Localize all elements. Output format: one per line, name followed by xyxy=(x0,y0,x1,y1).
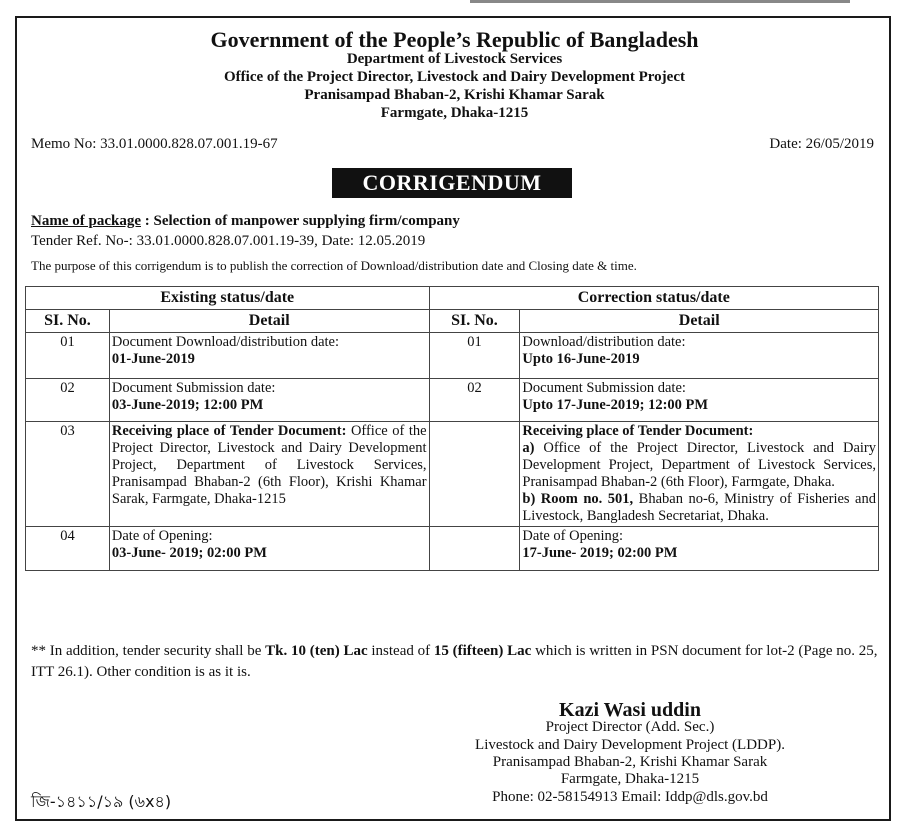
old-label: Document Download/distribution date: xyxy=(111,334,340,350)
old-value: 03-June-2019; 12:00 PM xyxy=(111,397,264,413)
detail-header: Detail xyxy=(109,310,429,333)
sl-no-header: SI. No. xyxy=(26,310,110,333)
sl-old: 03 xyxy=(26,422,110,527)
new-detail xyxy=(520,379,879,422)
new-label: Download/distribution date: xyxy=(522,334,686,350)
memo-number: Memo No: 33.01.0000.828.07.001.19-67 xyxy=(31,136,278,152)
old-value: Office of the Project Director, Livestock and Dairy Development Project, Department of Livestock Services, Pranisampad Bhaban-2 (6th Floor), Krishi Khamar Sarak, Farmgate, Dhaka-1215 xyxy=(111,423,427,507)
new-detail xyxy=(520,527,879,571)
package-label: Name of package xyxy=(31,213,141,229)
sl-new: 02 xyxy=(429,379,520,422)
old-value: 01-June-2019 xyxy=(111,351,195,367)
signatory-name: Kazi Wasi uddin xyxy=(559,699,701,721)
option-a-value: Office of the Project Director, Livestock and Dairy Development Project, Department of Livestock Services, Pranisampad Bhaban-2 (6th Floor), Farmgate, Dhaka. xyxy=(522,440,876,490)
address-line-1: Pranisampad Bhaban-2, Krishi Khamar Sarak xyxy=(304,87,605,103)
existing-status-header: Existing status/date xyxy=(26,287,430,310)
new-value: Upto 17-June-2019; 12:00 PM xyxy=(522,397,709,413)
signatory-contact: Phone: 02-58154913 Email: Iddp@dls.gov.bd xyxy=(492,789,768,805)
new-value: 17-June- 2019; 02:00 PM xyxy=(522,545,678,561)
new-option-a xyxy=(522,440,876,491)
package-value: : Selection of manpower supplying firm/company xyxy=(144,213,460,229)
memo-date: Date: 26/05/2019 xyxy=(769,136,874,152)
table-row xyxy=(26,527,879,571)
scan-edge-line xyxy=(470,0,850,3)
package-line xyxy=(31,213,460,230)
sl-old: 01 xyxy=(26,333,110,379)
new-detail xyxy=(520,422,879,527)
sl-new xyxy=(429,527,520,571)
new-detail xyxy=(520,333,879,379)
purpose-text: The purpose of this corrigendum is to publish the correction of Download/distribution date and Closing date & time. xyxy=(31,258,637,273)
office-name: Office of the Project Director, Livestock and Dairy Development Project xyxy=(224,69,685,85)
print-code: জি-১৪১১/১৯ (৬x৪) xyxy=(31,792,172,811)
old-detail xyxy=(109,527,429,571)
option-b-label: b) Room no. 501, xyxy=(522,491,634,507)
note-text-3: which is written in PSN document for lot-2 (Page no. 25, ITT 26.1). Other condition is as it is. xyxy=(31,643,878,680)
table-row xyxy=(26,422,879,527)
signatory-address-1: Pranisampad Bhaban-2, Krishi Khamar Sarak xyxy=(492,754,768,770)
table-column-header-row xyxy=(26,310,879,333)
note-text-1: ** In addition, tender security shall be xyxy=(31,643,266,659)
option-a-label: a) xyxy=(522,440,535,456)
corrigendum-title: CORRIGENDUM xyxy=(332,168,572,198)
new-label: Receiving place of Tender Document: xyxy=(522,423,754,439)
new-option-b xyxy=(522,491,876,525)
signatory-designation: Project Director (Add. Sec.) xyxy=(545,719,715,735)
old-label: Date of Opening: xyxy=(111,528,213,544)
option-b-value: Bhaban no-6, Ministry of Fisheries and Livestock, Bangladesh Secretariat, Dhaka. xyxy=(522,491,876,524)
detail-header: Detail xyxy=(520,310,879,333)
sl-old: 04 xyxy=(26,527,110,571)
table-row xyxy=(26,379,879,422)
new-value: Upto 16-June-2019 xyxy=(522,351,640,367)
signatory-address-2: Farmgate, Dhaka-1215 xyxy=(560,771,700,787)
sl-no-header: SI. No. xyxy=(429,310,520,333)
old-detail xyxy=(109,333,429,379)
department-name: Department of Livestock Services xyxy=(346,51,563,67)
address-line-2: Farmgate, Dhaka-1215 xyxy=(380,105,529,121)
table-group-header-row xyxy=(26,287,879,310)
signatory-project: Livestock and Dairy Development Project (LDDP). xyxy=(475,737,785,753)
old-detail xyxy=(109,379,429,422)
corrigendum-table xyxy=(25,286,879,571)
new-label: Date of Opening: xyxy=(522,528,624,544)
old-label: Receiving place of Tender Document: xyxy=(111,423,347,439)
old-value: 03-June- 2019; 02:00 PM xyxy=(111,545,267,561)
note-amount-old: 15 (fifteen) Lac xyxy=(433,643,532,659)
note-text-2: instead of xyxy=(367,643,434,659)
note-amount-new: Tk. 10 (ten) Lac xyxy=(265,643,368,659)
correction-status-header: Correction status/date xyxy=(429,287,878,310)
table-row xyxy=(26,333,879,379)
old-label: Document Submission date: xyxy=(111,380,276,396)
sl-old: 02 xyxy=(26,379,110,422)
sl-new: 01 xyxy=(429,333,520,379)
new-label: Document Submission date: xyxy=(522,380,686,396)
tender-ref: Tender Ref. No-: 33.01.0000.828.07.001.19-39, Date: 12.05.2019 xyxy=(31,233,426,249)
old-detail xyxy=(109,422,429,527)
additional-note xyxy=(31,641,879,683)
gov-title: Government of the People’s Republic of Bangladesh xyxy=(210,27,699,52)
sl-new xyxy=(429,422,520,527)
